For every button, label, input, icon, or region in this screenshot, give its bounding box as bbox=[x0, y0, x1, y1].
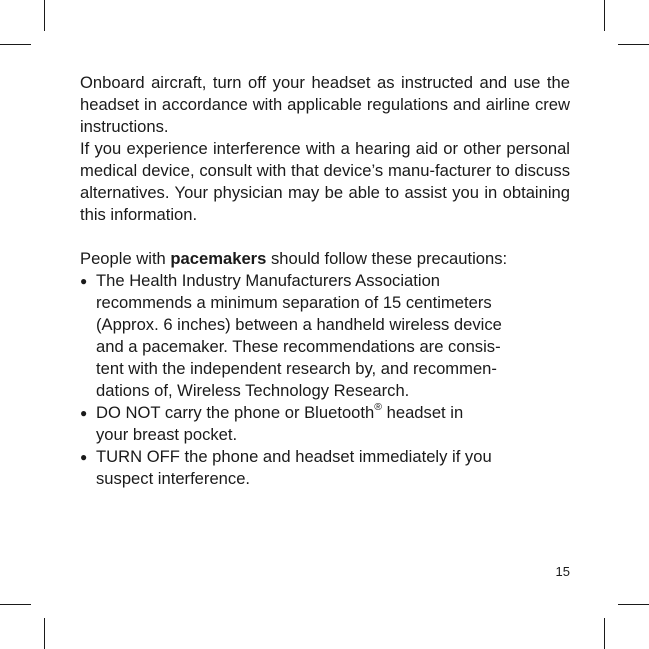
list-item bbox=[80, 446, 570, 490]
list-item-line: suspect interference. bbox=[96, 469, 251, 488]
list-item-line: your breast pocket. bbox=[96, 425, 238, 444]
list-item-line bbox=[96, 402, 570, 424]
aircraft-paragraph: Onboard aircraft, turn off your headset as instructed and use the headset in accordance with applicable regulations and airline crew instructions. bbox=[80, 73, 570, 136]
list-item-line: (Approx. 6 inches) between a handheld wireless device bbox=[96, 315, 502, 334]
crop-mark-bottom-left-horizontal bbox=[0, 604, 31, 605]
list-item bbox=[80, 270, 570, 402]
list-item-line: and a pacemaker. These recommendations are consis- bbox=[96, 337, 501, 356]
crop-mark-bottom-left-vertical bbox=[44, 618, 45, 649]
registered-mark: ® bbox=[374, 401, 382, 414]
list-item bbox=[80, 402, 570, 446]
page-content bbox=[80, 72, 570, 490]
bullet-icon: ● bbox=[80, 274, 88, 288]
bullet-icon: ● bbox=[80, 406, 88, 420]
page-number: 15 bbox=[555, 564, 570, 579]
bullet-icon: ● bbox=[80, 450, 88, 464]
list-item-line: The Health Industry Manufacturers Association bbox=[96, 271, 441, 290]
lead-text-before: People with bbox=[80, 249, 166, 268]
precautions-lead bbox=[80, 248, 570, 270]
lead-text-after: should follow these precautions: bbox=[271, 249, 508, 268]
interference-paragraph: If you experience interference with a hearing aid or other personal medical device, consult with that device’s manu-facturer to discuss alternatives. Your physician may be able to assist you in obtaining this information. bbox=[80, 139, 570, 224]
crop-mark-bottom-right-horizontal bbox=[618, 604, 649, 605]
list-item-line: recommends a minimum separation of 15 centimeters bbox=[96, 293, 492, 312]
crop-mark-top-left-horizontal bbox=[0, 44, 31, 45]
list-item-line: dations of, Wireless Technology Research. bbox=[96, 381, 410, 400]
headset-text: headset in bbox=[382, 403, 464, 422]
crop-mark-bottom-right-vertical bbox=[604, 618, 605, 649]
paragraph-spacer bbox=[80, 226, 570, 248]
crop-mark-top-right-vertical bbox=[604, 0, 605, 31]
precautions-list bbox=[80, 270, 570, 490]
crop-mark-top-right-horizontal bbox=[618, 44, 649, 45]
list-item-line: TURN OFF the phone and headset immediately if you bbox=[96, 447, 492, 466]
list-item-line: tent with the independent research by, and recommen- bbox=[96, 359, 497, 378]
lead-bold-term: pacemakers bbox=[170, 249, 267, 268]
crop-mark-top-left-vertical bbox=[44, 0, 45, 31]
bluetooth-text: DO NOT carry the phone or Bluetooth bbox=[96, 403, 375, 422]
